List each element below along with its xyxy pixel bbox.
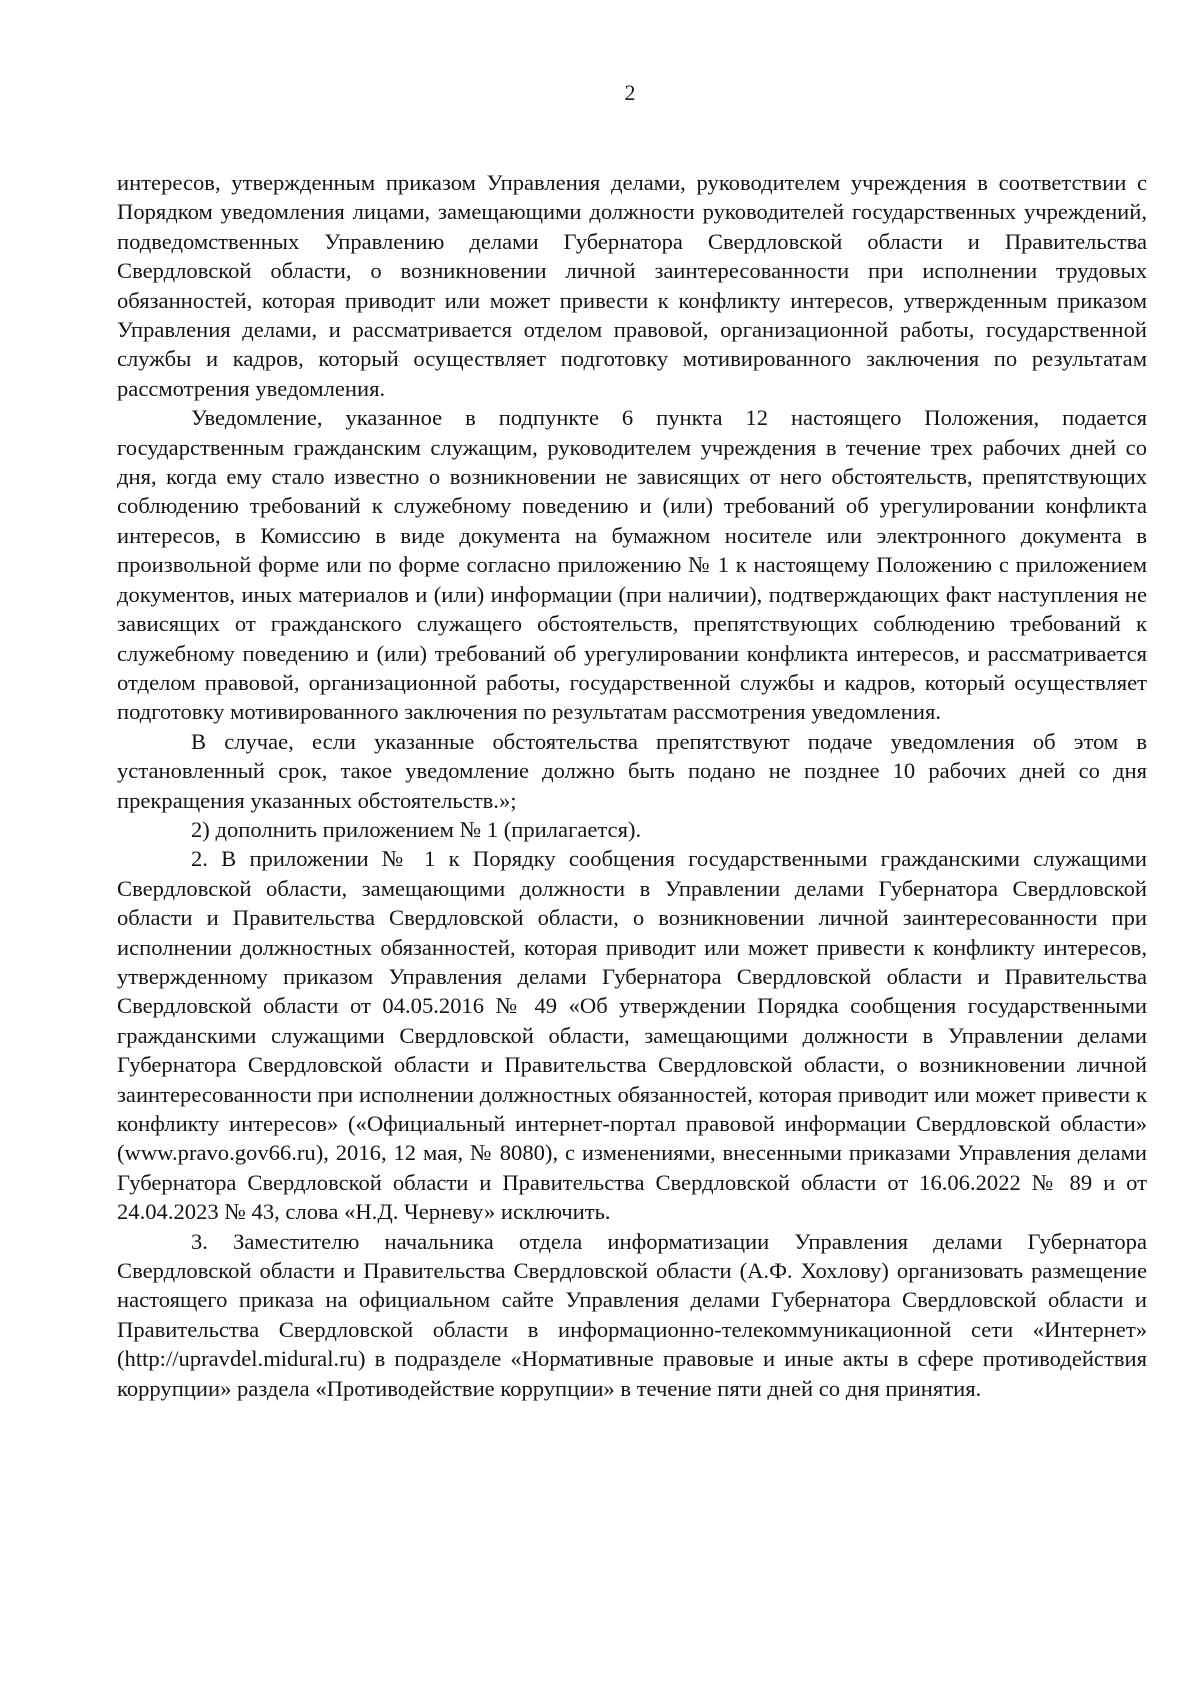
paragraph-item-2-supplement: 2) дополнить приложением № 1 (прилагается). bbox=[191, 816, 642, 842]
paragraph-clause-3: 3. Заместителю начальника отдела информатизации Управления делами Губернатора Свердловской области и Правительства Свердловской области (А.Ф. Хохлову) организовать размещение настоящего приказа на официальном сайте Управления делами Губернатора Свердловской области и Правительства Свердловской области в информационно-телекоммуникационной сети «Интернет» (http://upravdel.midural.ru) в подразделе «Нормативные правовые и иные акты в сфере противодействия коррупции» раздела «Противодействие коррупции» в течение пяти дней со дня принятия. bbox=[117, 1228, 1147, 1401]
paragraph-clause-2: 2. В приложении № 1 к Порядку сообщения государственными гражданскими служащими Свердловской области, замещающими должности в Управлении делами Губернатора Свердловской области и Правительства Свердловской области, о возникновении личной заинтересованности при исполнении должностных обязанностей, которая приводит или может привести к конфликту интересов, утвержденному приказом Управления делами Губернатора Свердловской области и Правительства Свердловской области от 04.05.2016 № 49 «Об утверждении Порядка сообщения государственными гражданскими служащими Свердловской области, замещающими должности в Управлении делами Губернатора Свердловской области и Правительства Свердловской области, о возникновении личной заинтересованности при исполнении должностных обязанностей, которая приводит или может привести к конфликту интересов» («Официальный интернет-портал правовой информации Свердловской области» (www.pravo.gov66.ru), 2016, 12 мая, № 8080), с изменениями, внесенными приказами Управления делами Губернатора Свердловской области и Правительства Свердловской области от 16.06.2022 № 89 и от 24.04.2023 № 43, слова «Н.Д. Черневу» исключить. bbox=[117, 846, 1147, 1225]
page-number: 2 bbox=[624, 80, 636, 105]
paragraph-continuation: интересов, утвержденным приказом Управления делами, руководителем учреждения в соответствии с Порядком уведомления лицами, замещающими должности руководителей государственных учреждений, подведомственных Управлению делами Губернатора Свердловской области и Правительства Свердловской области, о возникновении личной заинтересованности при исполнении трудовых обязанностей, которая приводит или может привести к конфликту интересов, утвержденным приказом Управления делами, и рассматривается отделом правовой, организационной работы, государственной службы и кадров, который осуществляет подготовку мотивированного заключения по результатам рассмотрения уведомления. bbox=[117, 170, 1147, 401]
document-body bbox=[117, 168, 1147, 1403]
paragraph-circumstances: В случае, если указанные обстоятельства препятствуют подаче уведомления об этом в установленный срок, такое уведомление должно быть подано не позднее 10 рабочих дней со дня прекращения указанных обстоятельств.»; bbox=[117, 728, 1147, 813]
paragraph-notification: Уведомление, указанное в подпункте 6 пункта 12 настоящего Положения, подается государственным гражданским служащим, руководителем учреждения в течение трех рабочих дней со дня, когда ему стало известно о возникновении не зависящих от него обстоятельств, препятствующих соблюдению требований к служебному поведению и (или) требований об урегулировании конфликта интересов, в Комиссию в виде документа на бумажном носителе или электронного документа в произвольной форме или по форме согласно приложению № 1 к настоящему Положению с приложением документов, иных материалов и (или) информации (при наличии), подтверждающих факт наступления не зависящих от гражданского служащего обстоятельств, препятствующих соблюдению требований к служебному поведению и (или) требований об урегулировании конфликта интересов, и рассматривается отделом правовой, организационной работы, государственной службы и кадров, который осуществляет подготовку мотивированного заключения по результатам рассмотрения уведомления. bbox=[117, 405, 1147, 725]
